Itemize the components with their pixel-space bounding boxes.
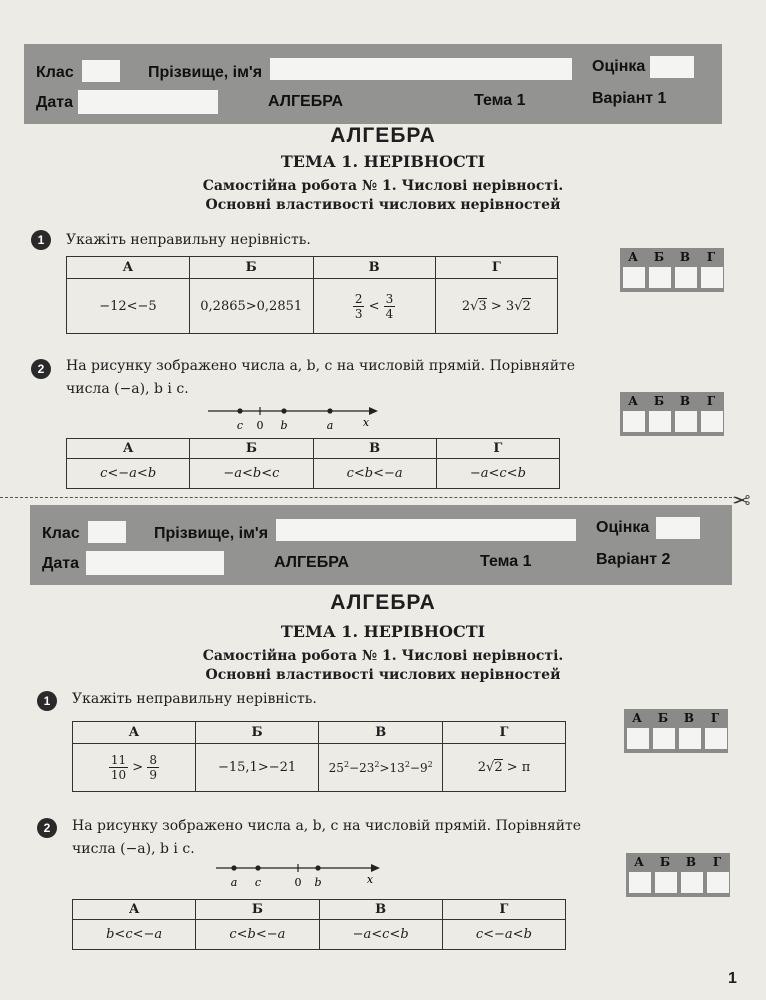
options-table <box>66 438 560 489</box>
label-a: a <box>326 419 334 432</box>
class-label: Клас <box>36 64 74 81</box>
label-b: b <box>280 419 288 432</box>
answer-cell[interactable] <box>701 267 723 288</box>
page-title: АЛГЕБРА <box>330 124 436 147</box>
answer-cell[interactable] <box>681 872 703 893</box>
answer-grid: А Б В Г <box>626 853 730 897</box>
surname-field[interactable] <box>276 519 576 541</box>
work-title-line-2: Основні властивості числових нерівностей <box>205 197 561 213</box>
option-header: А <box>73 900 196 920</box>
option-header: Б <box>190 439 313 459</box>
topic-label: Тема 1 <box>474 92 526 109</box>
point-b <box>315 865 320 870</box>
option-header: Б <box>195 722 318 744</box>
option-v: $25^2-23^2>13^2-9^2$ <box>319 744 443 792</box>
question-text: Укажіть неправильну нерівність. <box>66 232 311 248</box>
date-field[interactable] <box>86 551 224 575</box>
option-a: $\frac{11}{10}$ > $\frac{8}{9}$ <box>73 744 196 792</box>
answer-cell[interactable] <box>707 872 729 893</box>
label-c: c <box>254 876 262 889</box>
question-number: 2 <box>31 359 51 379</box>
option-b: c<b<−a <box>196 920 319 950</box>
option-header: В <box>319 900 442 920</box>
question-text: числа (−a), b і c. <box>72 841 195 857</box>
cut-line <box>0 497 732 498</box>
option-header: В <box>313 439 436 459</box>
question-number: 1 <box>31 230 51 250</box>
answer-grid: А Б В Г <box>620 392 724 436</box>
answer-grid: А Б В Г <box>624 709 728 753</box>
answer-cell[interactable] <box>629 872 651 893</box>
option-header: Б <box>189 257 313 279</box>
answer-cell[interactable] <box>701 411 723 432</box>
answer-cell[interactable] <box>679 728 701 749</box>
class-label: Клас <box>42 525 80 542</box>
label-c: c <box>236 419 244 432</box>
scissors-icon: ✂ <box>732 487 751 512</box>
point-a <box>231 865 236 870</box>
surname-label: Прізвище, ім'я <box>148 64 263 81</box>
option-header: Г <box>436 439 559 459</box>
header-panel <box>30 505 732 585</box>
option-header: А <box>73 722 196 744</box>
axis-label: x <box>366 873 374 886</box>
question-number: 2 <box>37 818 57 838</box>
subject-label: АЛГЕБРА <box>274 554 350 571</box>
option-v: −a<c<b <box>319 920 442 950</box>
option-b: 0,2865>0,2851 <box>189 279 313 334</box>
option-header: А <box>67 257 190 279</box>
date-field[interactable] <box>78 90 218 114</box>
answer-cell[interactable] <box>655 872 677 893</box>
question-text: числа (−a), b і c. <box>66 381 189 397</box>
option-g: −a<c<b <box>436 459 559 489</box>
option-header: В <box>319 722 443 744</box>
class-field[interactable] <box>82 60 120 82</box>
option-b: −15,1>−21 <box>195 744 318 792</box>
grade-field[interactable] <box>650 56 694 78</box>
grade-label: Оцінка <box>592 58 646 75</box>
options-table <box>72 721 566 792</box>
question-text: На рисунку зображено числа a, b, c на числовій прямій. Порівняйте <box>72 818 582 834</box>
answer-cell[interactable] <box>675 411 697 432</box>
work-title-line-1: Самостійна робота № 1. Числові нерівності. <box>202 178 564 194</box>
subject-label: АЛГЕБРА <box>268 93 344 110</box>
surname-field[interactable] <box>270 58 572 80</box>
option-header: В <box>313 257 435 279</box>
options-table <box>66 256 558 334</box>
point-c <box>237 408 242 413</box>
answer-cell[interactable] <box>653 728 675 749</box>
label-b: b <box>314 876 322 889</box>
label-zero: 0 <box>294 876 302 889</box>
answer-cell[interactable] <box>623 411 645 432</box>
header-panel <box>24 44 722 124</box>
surname-label: Прізвище, ім'я <box>154 525 269 542</box>
grade-label: Оцінка <box>596 519 650 536</box>
options-table <box>72 899 566 950</box>
topic-title: ТЕМА 1. НЕРІВНОСТІ <box>280 622 486 641</box>
point-b <box>281 408 286 413</box>
grade-field[interactable] <box>656 517 700 539</box>
work-title-line-2: Основні властивості числових нерівностей <box>205 667 561 683</box>
number-line <box>214 859 390 893</box>
option-header: Г <box>442 900 565 920</box>
label-zero: 0 <box>256 419 264 432</box>
question-number: 1 <box>37 691 57 711</box>
option-header: А <box>67 439 190 459</box>
answer-cell[interactable] <box>675 267 697 288</box>
option-header: Б <box>196 900 319 920</box>
option-v: $\frac{2}{3}$ < $\frac{3}{4}$ <box>313 279 435 334</box>
variant-label: Варіант 2 <box>596 551 671 568</box>
option-g: 2√3 > 3√2 <box>435 279 557 334</box>
option-g: 2√2 > π <box>443 744 566 792</box>
answer-cell[interactable] <box>623 267 645 288</box>
topic-label: Тема 1 <box>480 553 532 570</box>
answer-cell[interactable] <box>649 411 671 432</box>
work-title-line-1: Самостійна робота № 1. Числові нерівності. <box>202 648 564 664</box>
option-header: Г <box>435 257 557 279</box>
option-a: b<c<−a <box>73 920 196 950</box>
answer-cell[interactable] <box>649 267 671 288</box>
label-a: a <box>230 876 238 889</box>
answer-cell[interactable] <box>705 728 727 749</box>
option-g: c<−a<b <box>442 920 565 950</box>
point-c <box>255 865 260 870</box>
number-line <box>206 402 382 436</box>
page-title: АЛГЕБРА <box>330 591 436 614</box>
option-b: −a<b<c <box>190 459 313 489</box>
axis-label: x <box>362 416 370 429</box>
option-a: −12<−5 <box>67 279 190 334</box>
topic-title: ТЕМА 1. НЕРІВНОСТІ <box>280 152 486 171</box>
option-header: Г <box>443 722 566 744</box>
option-v: c<b<−a <box>313 459 436 489</box>
date-label: Дата <box>42 555 80 572</box>
class-field[interactable] <box>88 521 126 543</box>
page-number: 1 <box>728 970 737 987</box>
question-text: Укажіть неправильну нерівність. <box>72 691 317 707</box>
option-a: c<−a<b <box>67 459 190 489</box>
answer-grid: А Б В Г <box>620 248 724 292</box>
answer-cell[interactable] <box>627 728 649 749</box>
variant-label: Варіант 1 <box>592 90 667 107</box>
question-text: На рисунку зображено числа a, b, c на числовій прямій. Порівняйте <box>66 358 576 374</box>
date-label: Дата <box>36 94 74 111</box>
point-a <box>327 408 332 413</box>
